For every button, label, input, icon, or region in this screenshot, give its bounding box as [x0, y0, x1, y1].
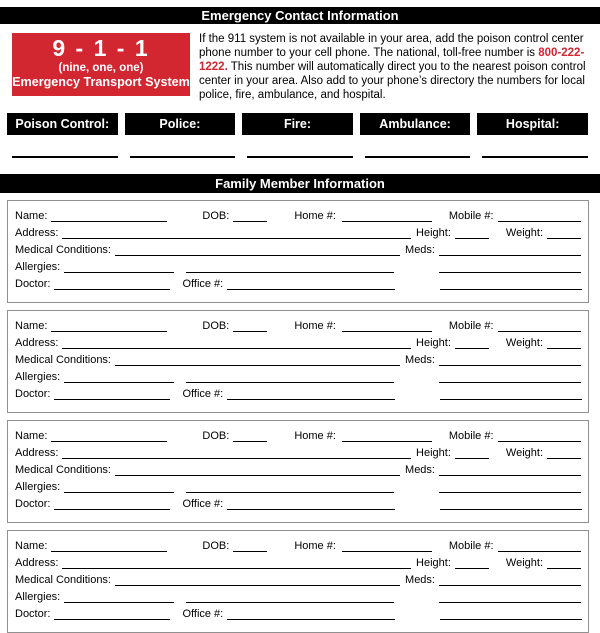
family-member-list: [0, 200, 600, 633]
allergies-blank-line-2: [186, 272, 394, 273]
contact-blank-line-police: [130, 156, 236, 158]
doctor-label: Doctor:: [15, 277, 51, 290]
member-row-identity: [15, 318, 581, 335]
name-blank-line: [51, 331, 167, 332]
contact-label-police: Police:: [125, 113, 236, 135]
mobile-phone-label: Mobile #:: [448, 539, 494, 552]
emergency-number-words: (nine, one, one): [58, 62, 144, 74]
office-phone-blank-line: [227, 509, 395, 510]
contact-labels-row: [7, 113, 588, 135]
member-row-doctor: [15, 496, 581, 513]
name-label: Name:: [15, 429, 48, 442]
member-row-medical: [15, 462, 581, 479]
dob-blank-line: [233, 551, 267, 552]
name-blank-line: [51, 551, 167, 552]
contact-blank-line-ambulance: [365, 156, 471, 158]
doctor-blank-line: [54, 399, 170, 400]
member-row-doctor: [15, 606, 581, 623]
medical-conditions-label: Medical Conditions:: [15, 353, 111, 366]
allergies-blank-line: [64, 602, 174, 603]
mobile-phone-blank-line: [498, 221, 581, 222]
allergies-blank-line: [64, 382, 174, 383]
emergency-section-title: Emergency Contact Information: [201, 8, 399, 23]
meds-label: Meds:: [405, 463, 435, 476]
emergency-transport-caption: Emergency Transport System: [12, 75, 190, 89]
weight-blank-line: [547, 458, 581, 459]
mobile-phone-blank-line: [498, 441, 581, 442]
member-row-doctor: [15, 276, 581, 293]
address-blank-line: [62, 348, 411, 349]
home-phone-label: Home #:: [294, 539, 336, 552]
member-row-allergies: [15, 589, 581, 606]
allergies-label: Allergies:: [15, 480, 61, 493]
doctor-blank-line: [54, 289, 170, 290]
doctor-blank-line: [54, 509, 170, 510]
meds-blank-line: [439, 365, 581, 366]
contact-blank-line-fire: [247, 156, 353, 158]
member-row-address: [15, 225, 581, 242]
office-phone-label: Office #:: [182, 607, 224, 620]
weight-label: Weight:: [505, 446, 543, 459]
address-blank-line: [62, 458, 411, 459]
name-label: Name:: [15, 209, 48, 222]
instructions-text-before: If the 911 system is not available in your area, add the poison control center phone number to your cell phone. The national, toll-free number is: [199, 33, 584, 59]
allergies-blank-line: [64, 272, 174, 273]
contact-label-hospital: Hospital:: [477, 113, 588, 135]
emergency-section-header: [0, 7, 600, 24]
medical-conditions-label: Medical Conditions:: [15, 573, 111, 586]
meds-label: Meds:: [405, 353, 435, 366]
dob-label: DOB:: [202, 539, 230, 552]
medical-conditions-blank-line: [115, 585, 400, 586]
dob-label: DOB:: [202, 429, 230, 442]
home-phone-blank-line: [342, 441, 432, 442]
height-blank-line: [455, 568, 489, 569]
weight-label: Weight:: [505, 556, 543, 569]
contact-blank-line-poison-control: [12, 156, 118, 158]
contact-label-fire: Fire:: [242, 113, 353, 135]
dob-blank-line: [233, 331, 267, 332]
member-row-identity: [15, 208, 581, 225]
dob-label: DOB:: [202, 319, 230, 332]
address-blank-line: [62, 568, 411, 569]
meds-blank-line-3: [440, 509, 582, 510]
member-row-allergies: [15, 479, 581, 496]
allergies-blank-line-2: [186, 382, 394, 383]
address-blank-line: [62, 238, 411, 239]
medical-conditions-label: Medical Conditions:: [15, 463, 111, 476]
meds-label: Meds:: [405, 243, 435, 256]
mobile-phone-label: Mobile #:: [448, 429, 494, 442]
height-blank-line: [455, 348, 489, 349]
doctor-label: Doctor:: [15, 607, 51, 620]
meds-blank-line-2: [439, 382, 581, 383]
height-label: Height:: [416, 446, 451, 459]
meds-blank-line-2: [439, 602, 581, 603]
member-row-medical: [15, 572, 581, 589]
meds-blank-line: [439, 475, 581, 476]
home-phone-label: Home #:: [294, 319, 336, 332]
meds-label: Meds:: [405, 573, 435, 586]
medical-conditions-blank-line: [115, 475, 400, 476]
office-phone-blank-line: [227, 289, 395, 290]
home-phone-label: Home #:: [294, 209, 336, 222]
name-label: Name:: [15, 319, 48, 332]
member-row-allergies: [15, 259, 581, 276]
meds-blank-line-2: [439, 492, 581, 493]
family-member-card: [7, 200, 589, 303]
name-blank-line: [51, 221, 167, 222]
contact-blank-lines-row: [7, 156, 588, 158]
meds-blank-line-3: [440, 289, 582, 290]
meds-blank-line-3: [440, 619, 582, 620]
poison-control-phone-number: 800-222-1222.: [199, 46, 585, 73]
weight-label: Weight:: [505, 226, 543, 239]
name-blank-line: [51, 441, 167, 442]
office-phone-blank-line: [227, 619, 395, 620]
member-row-allergies: [15, 369, 581, 386]
member-row-doctor: [15, 386, 581, 403]
height-label: Height:: [416, 336, 451, 349]
height-blank-line: [455, 238, 489, 239]
poison-control-instructions: [199, 33, 588, 103]
contact-label-poison-control: Poison Control:: [7, 113, 118, 135]
dob-label: DOB:: [202, 209, 230, 222]
meds-blank-line: [439, 585, 581, 586]
office-phone-label: Office #:: [182, 497, 224, 510]
mobile-phone-blank-line: [498, 551, 581, 552]
office-phone-label: Office #:: [182, 387, 224, 400]
dob-blank-line: [233, 221, 267, 222]
contact-blank-line-hospital: [482, 156, 588, 158]
member-row-medical: [15, 242, 581, 259]
office-phone-label: Office #:: [182, 277, 224, 290]
intro-section: [12, 33, 588, 103]
dob-blank-line: [233, 441, 267, 442]
emergency-911-box: [12, 33, 190, 96]
family-member-card: [7, 310, 589, 413]
address-label: Address:: [15, 336, 59, 349]
home-phone-blank-line: [342, 551, 432, 552]
member-row-medical: [15, 352, 581, 369]
weight-blank-line: [547, 238, 581, 239]
member-row-address: [15, 445, 581, 462]
member-row-address: [15, 555, 581, 572]
mobile-phone-label: Mobile #:: [448, 319, 494, 332]
home-phone-label: Home #:: [294, 429, 336, 442]
meds-blank-line-2: [439, 272, 581, 273]
allergies-label: Allergies:: [15, 260, 61, 273]
weight-label: Weight:: [505, 336, 543, 349]
mobile-phone-blank-line: [498, 331, 581, 332]
office-phone-blank-line: [227, 399, 395, 400]
family-section-title: Family Member Information: [215, 175, 385, 191]
allergies-blank-line-2: [186, 492, 394, 493]
doctor-label: Doctor:: [15, 497, 51, 510]
family-member-card: [7, 420, 589, 523]
medical-conditions-label: Medical Conditions:: [15, 243, 111, 256]
name-label: Name:: [15, 539, 48, 552]
member-row-identity: [15, 428, 581, 445]
family-section-header: [0, 174, 600, 193]
medical-conditions-blank-line: [115, 365, 400, 366]
allergies-blank-line: [64, 492, 174, 493]
emergency-number: 9 - 1 - 1: [52, 35, 150, 61]
address-label: Address:: [15, 446, 59, 459]
medical-conditions-blank-line: [115, 255, 400, 256]
height-blank-line: [455, 458, 489, 459]
meds-blank-line-3: [440, 399, 582, 400]
member-row-identity: [15, 538, 581, 555]
mobile-phone-label: Mobile #:: [448, 209, 494, 222]
allergies-label: Allergies:: [15, 370, 61, 383]
doctor-blank-line: [54, 619, 170, 620]
weight-blank-line: [547, 568, 581, 569]
weight-blank-line: [547, 348, 581, 349]
address-label: Address:: [15, 226, 59, 239]
allergies-label: Allergies:: [15, 590, 61, 603]
address-label: Address:: [15, 556, 59, 569]
allergies-blank-line-2: [186, 602, 394, 603]
doctor-label: Doctor:: [15, 387, 51, 400]
height-label: Height:: [416, 556, 451, 569]
home-phone-blank-line: [342, 221, 432, 222]
contact-label-ambulance: Ambulance:: [360, 113, 471, 135]
member-row-address: [15, 335, 581, 352]
height-label: Height:: [416, 226, 451, 239]
meds-blank-line: [439, 255, 581, 256]
family-member-card: [7, 530, 589, 633]
instructions-text-after: This number will automatically direct you to the nearest poison control center in your area. Also add to your phone’s directory the numbers for local police, fire, ambulance, and hospital.: [199, 60, 586, 101]
home-phone-blank-line: [342, 331, 432, 332]
